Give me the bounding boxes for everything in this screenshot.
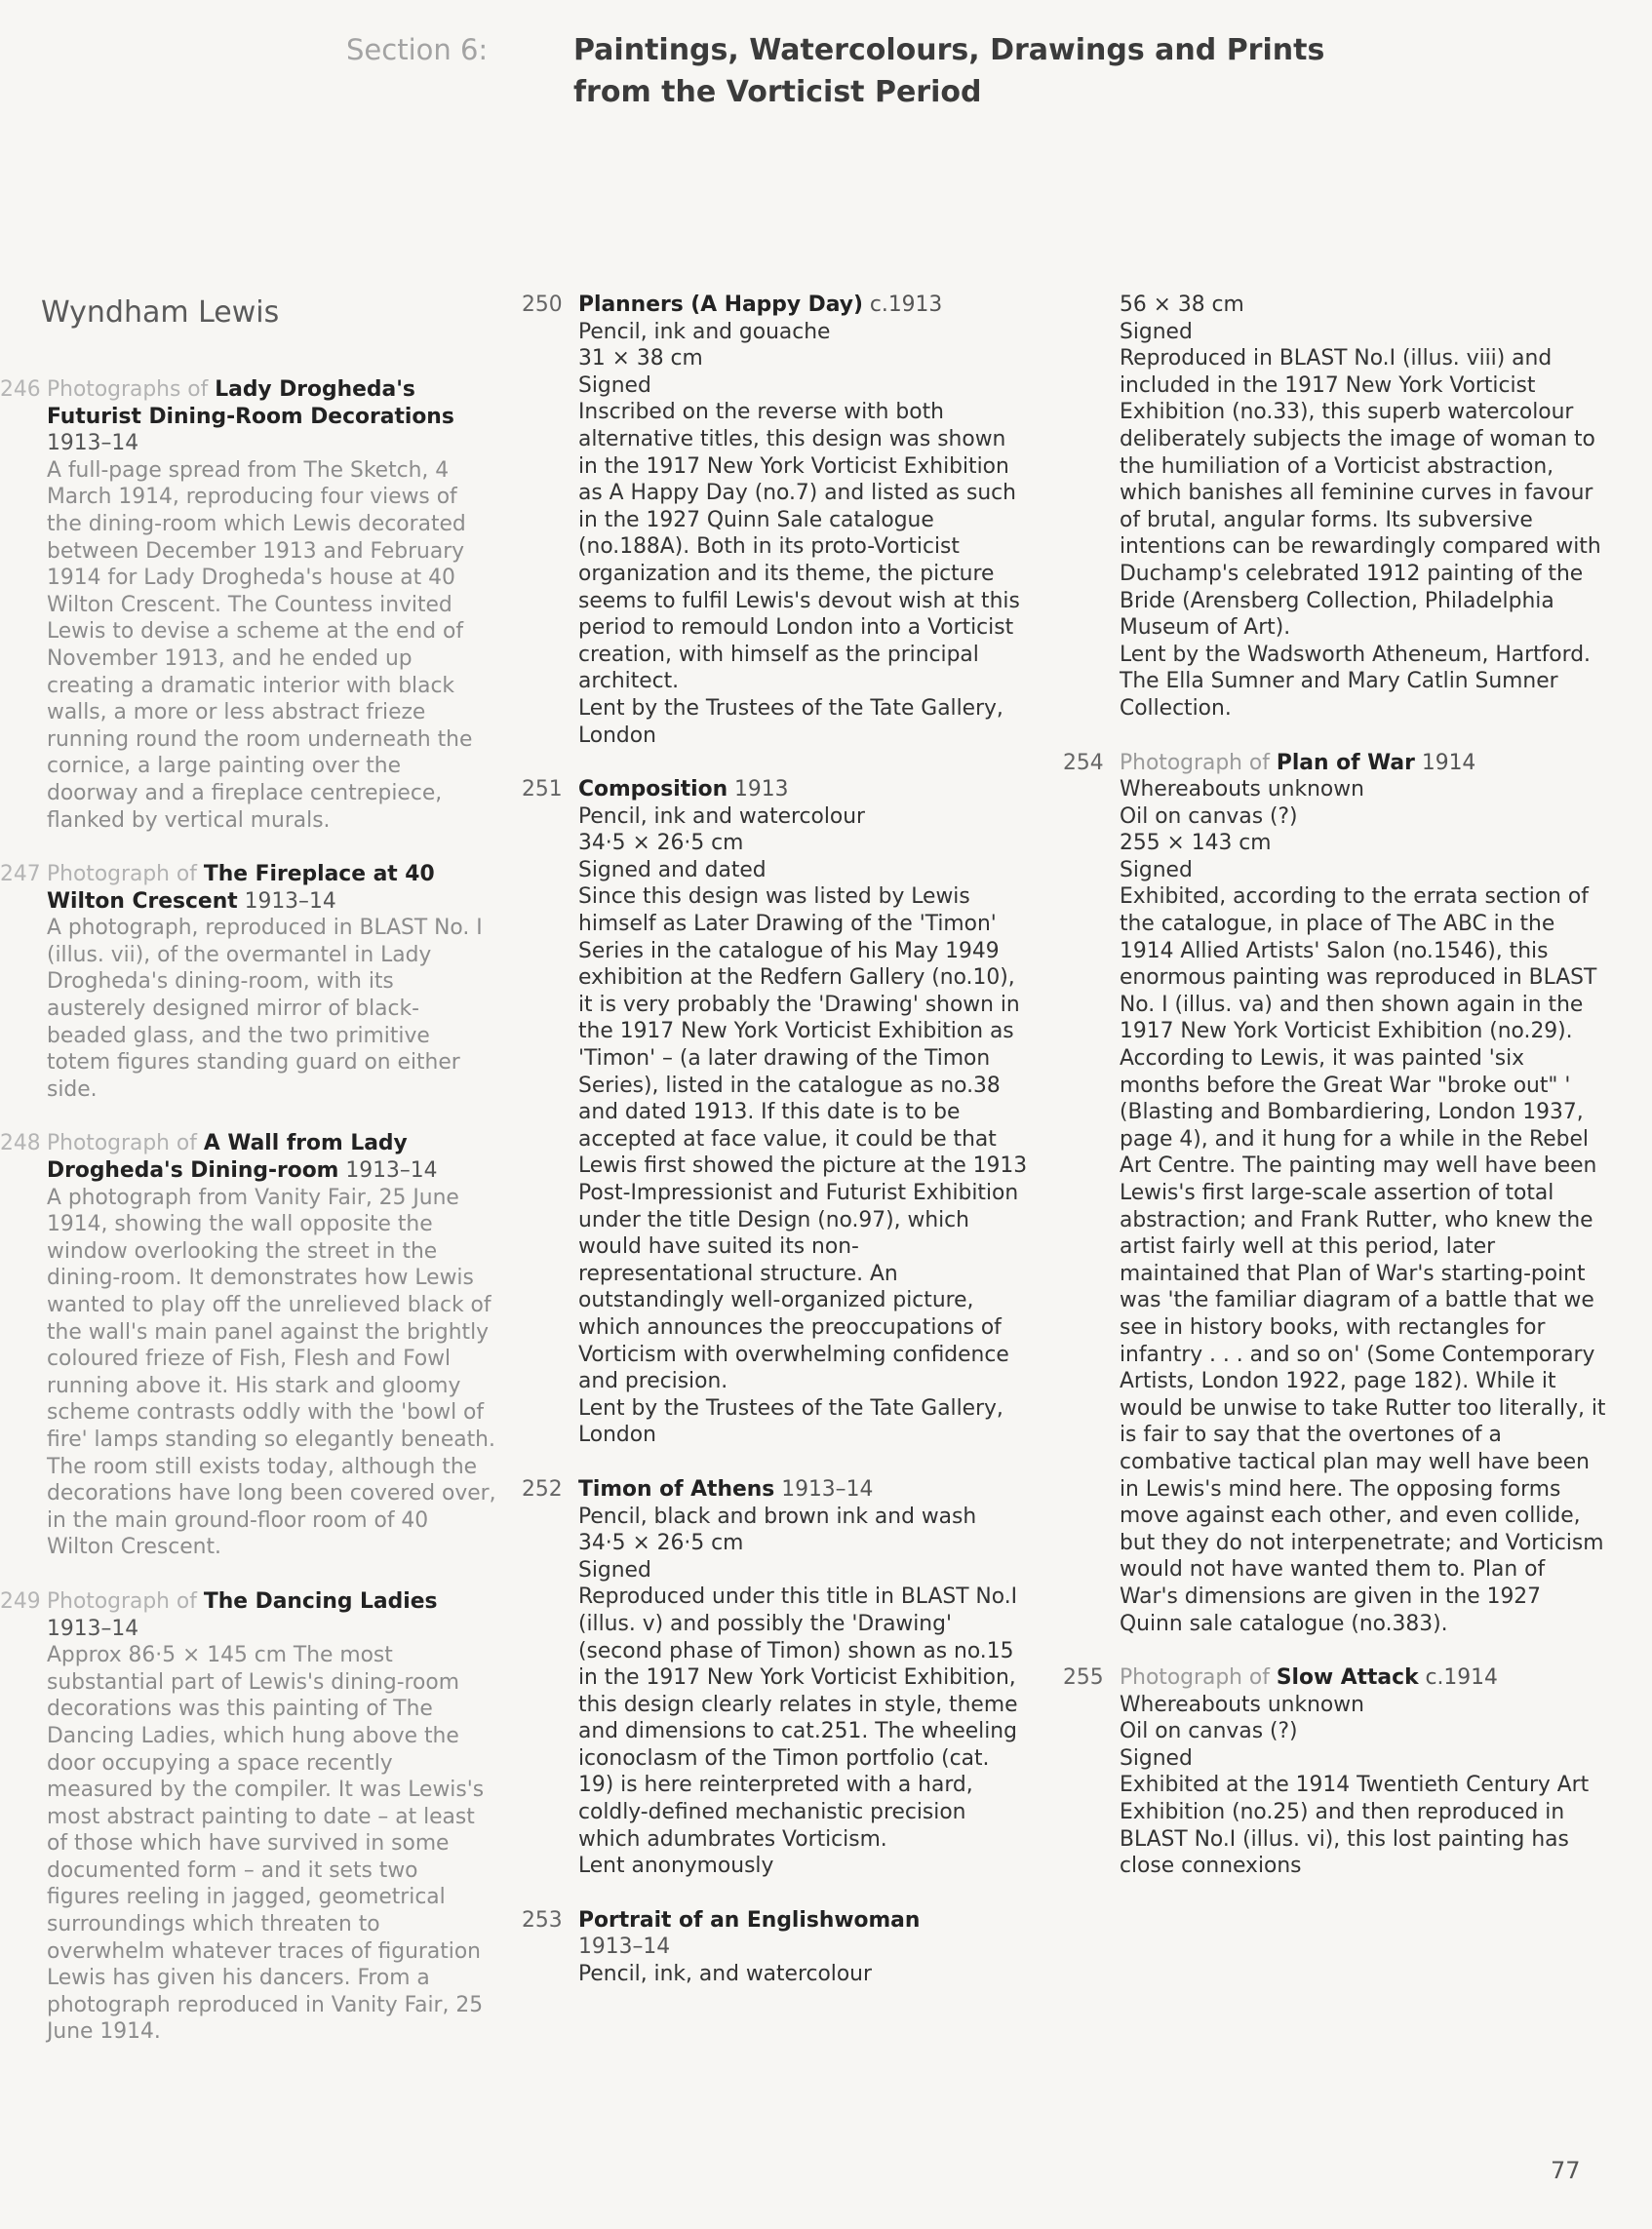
entry-heading: [1120, 1664, 1609, 1692]
entry-title: Composition: [578, 777, 728, 802]
entry-whereabouts: Whereabouts unknown: [1120, 1692, 1364, 1717]
entry-heading: [578, 776, 1029, 803]
entry-medium: Pencil, ink and watercolour: [578, 803, 866, 829]
catalogue-entry: [0, 861, 497, 1103]
catalogue-entry-continuation: [1063, 292, 1609, 723]
entry-date: 1913–14: [578, 1935, 671, 1960]
catalogue-entry: [0, 1130, 497, 1561]
entry-dimensions: 34·5 × 26·5 cm: [578, 831, 744, 856]
entry-lender: Lent by the Wadsworth Atheneum, Hartford. The Ella Sumner and Mary Catlin Sumner Collection.: [1120, 642, 1591, 721]
entry-number: 249: [0, 1588, 41, 1614]
entry-title: Plan of War: [1276, 750, 1415, 775]
entry-signature: Signed: [1120, 1745, 1193, 1771]
entry-body: A photograph from Vanity Fair, 25 June 1914, showing the wall opposite the window overlooking the street in the dining-room. It demonstrates how Lewis wanted to play off the unrelieved black of the wall's main panel against the brightly coloured frieze of Fish, Flesh and Fowl running above it. His stark and gloomy scheme contrasts oddly with the 'bowl of fire' lamps standing so elegantly beneath. The room still exists today, although the decorations have long been covered over, in the main ground-floor room of 40 Wilton Crescent.: [47, 1185, 496, 1560]
entry-date: 1913: [734, 777, 789, 802]
entry-heading: [47, 376, 497, 457]
entry-number: 253: [522, 1907, 563, 1933]
left-column: [0, 376, 497, 2073]
entry-body: Exhibited at the 1914 Twentieth Century Art Exhibition (no.25) and then reproduced in BLAST No.I (illus. vi), this lost painting has close connexions: [1120, 1773, 1590, 1879]
entry-heading: [578, 1907, 1029, 1961]
entry-title: Lady Drogheda's Futurist Dining-Room Decorations: [47, 377, 454, 429]
entry-title: Planners (A Happy Day): [578, 293, 863, 317]
page-number: 77: [1551, 2157, 1581, 2184]
entry-dimensions: 34·5 × 26·5 cm: [578, 1531, 744, 1556]
catalogue-entry: [522, 1476, 1029, 1880]
entry-title: A Wall from Lady Drogheda's Dining-room: [47, 1131, 408, 1184]
entry-date: c.1914: [1425, 1665, 1498, 1691]
entry-whereabouts: Whereabouts unknown: [1120, 777, 1364, 802]
entry-heading: [47, 861, 497, 915]
entry-body: Reproduced under this title in BLAST No.I (illus. v) and possibly the 'Drawing' (second phase of Timon) shown as no.15 in the 1917 New York Vorticist Exhibition, this design clearly relates in style, theme and dimensions to cat.251. The wheeling iconoclasm of the Timon portfolio (cat. 19) is here reinterpreted with a hard, coldly-defined mechanistic precision which adumbrates Vorticism.: [578, 1584, 1018, 1852]
entry-medium: Oil on canvas (?): [1120, 803, 1298, 829]
catalogue-entry: [522, 776, 1029, 1449]
entry-prefix: Photograph of: [47, 1588, 197, 1614]
entry-prefix: Photograph of: [1120, 750, 1270, 775]
entry-date: 1913–14: [244, 888, 336, 914]
entry-title: The Dancing Ladies: [203, 1588, 438, 1614]
entry-title: Slow Attack: [1276, 1665, 1419, 1691]
entry-date: 1913–14: [345, 1158, 438, 1184]
entry-number: 246: [0, 377, 41, 402]
entry-number: 251: [522, 777, 563, 802]
entry-body: A full-page spread from The Sketch, 4 March 1914, reproducing four views of the dining-room which Lewis decorated between December 1913 and February 1914 for Lady Drogheda's house at 40 Wilton Crescent. The Countess invited Lewis to devise a scheme at the end of November 1913, and he ended up creating a dramatic interior with black walls, a more or less abstract frieze running round the room underneath the cornice, a large painting over the doorway and a fireplace centrepiece, flanked by vertical murals.: [47, 457, 473, 833]
catalogue-entry: [1063, 1664, 1609, 1880]
entry-signature: Signed and dated: [578, 857, 767, 882]
entry-number: 250: [522, 293, 563, 317]
middle-column: [522, 292, 1029, 2015]
entry-dimensions: 56 × 38 cm: [1120, 293, 1244, 317]
entry-number: 252: [522, 1476, 563, 1502]
entry-lender: Lent by the Trustees of the Tate Gallery, London: [578, 1395, 1003, 1448]
entry-date: 1913–14: [47, 1616, 139, 1641]
entry-body: Inscribed on the reverse with both alternative titles, this design was shown in the 1917 New York Vorticist Exhibition as A Happy Day (no.7) and listed as such in the 1927 Quinn Sale catalogue (no.188A). Both in its proto-Vorticist organization and its theme, the picture seems to fulfil Lewis's devout wish at this period to remould London into a Vorticist creation, with himself as the principal architect.: [578, 400, 1020, 694]
entry-date: 1913–14: [47, 431, 139, 456]
entry-number: 255: [1063, 1665, 1104, 1691]
entry-prefix: Photograph of: [47, 1131, 197, 1156]
entry-medium: Pencil, black and brown ink and wash: [578, 1504, 977, 1529]
entry-signature: Signed: [578, 372, 651, 398]
entry-number: 248: [0, 1131, 41, 1156]
section-title-line-1: Paintings, Watercolours, Drawings and Prints: [573, 33, 1325, 67]
entry-signature: Signed: [1120, 319, 1193, 344]
entry-medium: Pencil, ink, and watercolour: [578, 1962, 872, 1987]
entry-lender: Lent by the Trustees of the Tate Gallery, London: [578, 695, 1003, 748]
entry-lender: Lent anonymously: [578, 1854, 774, 1879]
entry-body: Reproduced in BLAST No.I (illus. viii) and included in the 1917 New York Vorticist Exhibition (no.33), this superb watercolour deliberately subjects the image of woman to the humiliation of a Vorticist abstraction, which banishes all feminine curves in favour of brutal, angular forms. Its subversive intentions can be rewardingly compared with Duchamp's celebrated 1912 painting of the Bride (Arensberg Collection, Philadelphia Museum of Art).: [1120, 346, 1601, 641]
entry-heading: [1120, 750, 1609, 777]
entry-prefix: Photographs of: [47, 377, 209, 402]
entry-heading: [47, 1588, 497, 1642]
catalogue-entry: [0, 376, 497, 834]
entry-title: Portrait of an Englishwoman: [578, 1907, 921, 1933]
catalogue-entry: [522, 1907, 1029, 1988]
entry-medium: Oil on canvas (?): [1120, 1719, 1298, 1744]
author-heading: Wyndham Lewis: [41, 295, 280, 330]
entry-heading: [578, 1476, 1029, 1504]
entry-prefix: Photograph of: [47, 862, 197, 887]
entry-title: Timon of Athens: [578, 1476, 775, 1502]
entry-date: 1913–14: [781, 1476, 874, 1502]
entry-dimensions: 255 × 143 cm: [1120, 831, 1272, 856]
entry-body: A photograph, reproduced in BLAST No. I (illus. vii), of the overmantel in Lady Drogheda's dining-room, with its austerely designed mirror of black-beaded glass, and the two primitive totem figures standing guard on either side.: [47, 916, 483, 1102]
entry-title: The Fireplace at 40 Wilton Crescent: [47, 862, 435, 914]
entry-medium: Pencil, ink and gouache: [578, 319, 831, 344]
entry-body: Since this design was listed by Lewis himself as Later Drawing of the 'Timon' Series in the catalogue of his May 1949 exhibition at the Redfern Gallery (no.10), it is very probably the 'Drawing' shown in the 1917 New York Vorticist Exhibition as 'Timon' – (a later drawing of the Timon Series), listed in the catalogue as no.38 and dated 1913. If this date is to be accepted at face value, it could be that Lewis first showed the picture at the 1913 Post-Impressionist and Futurist Exhibition under the title Design (no.97), which would have suited its non-representational structure. An outstandingly well-organized picture, which announces the preoccupations of Vorticism with overwhelming confidence and precision.: [578, 884, 1028, 1394]
entry-date: 1914: [1421, 750, 1476, 775]
entry-number: 254: [1063, 750, 1104, 775]
entry-date: c.1913: [869, 293, 943, 317]
entry-dimensions: 31 × 38 cm: [578, 346, 703, 372]
entry-body: Exhibited, according to the errata section of the catalogue, in place of The ABC in the 1914 Allied Artists' Salon (no.1546), this enormous painting was reproduced in BLAST No. I (illus. va) and then shown again in the 1917 New York Vorticist Exhibition (no.29). According to Lewis, it was painted 'six months before the Great War "broke out" ' (Blasting and Bombardiering, London 1937, page 4), and it hung for a while in the Rebel Art Centre. The painting may well have been Lewis's first large-scale assertion of total abstraction; and Frank Rutter, who knew the artist fairly well at this period, later maintained that Plan of War's starting-point was 'the familiar diagram of a battle that we see in history books, with rectangles for infantry . . . and so on' (Some Contemporary Artists, London 1922, page 182). While it would be unwise to take Rutter too literally, it is fair to say that the overtones of a combative tactical plan may well have been in Lewis's mind here. The opposing forms move against each other, and even collide, but they do not interpenetrate; and Vorticism would not have wanted them to. Plan of War's dimensions are given in the 1927 Quinn sale catalogue (no.383).: [1120, 884, 1606, 1636]
entry-signature: Signed: [1120, 857, 1193, 882]
catalogue-entry: [0, 1588, 497, 2046]
entry-heading: [47, 1130, 497, 1184]
entry-number: 247: [0, 862, 41, 887]
section-title-line-2: from the Vorticist Period: [573, 75, 982, 109]
entry-signature: Signed: [578, 1557, 651, 1583]
catalogue-entry: [1063, 750, 1609, 1638]
right-column: [1063, 292, 1609, 1907]
entry-body: Approx 86·5 × 145 cm The most substantial part of Lewis's dining-room decorations was this painting of The Dancing Ladies, which hung above the door occupying a space recently measured by the compiler. It was Lewis's most abstract painting to date – at least of those which have survived in some documented form – and it sets two figures reeling in jagged, geometrical surroundings which threaten to overwhelm whatever traces of figuration Lewis has given his dancers. From a photograph reproduced in Vanity Fair, 25 June 1914.: [47, 1643, 485, 2045]
entry-heading: [578, 292, 1029, 319]
catalogue-entry: [522, 292, 1029, 749]
entry-prefix: Photograph of: [1120, 1665, 1270, 1691]
section-title: [573, 29, 1549, 113]
section-label: Section 6:: [346, 33, 489, 66]
